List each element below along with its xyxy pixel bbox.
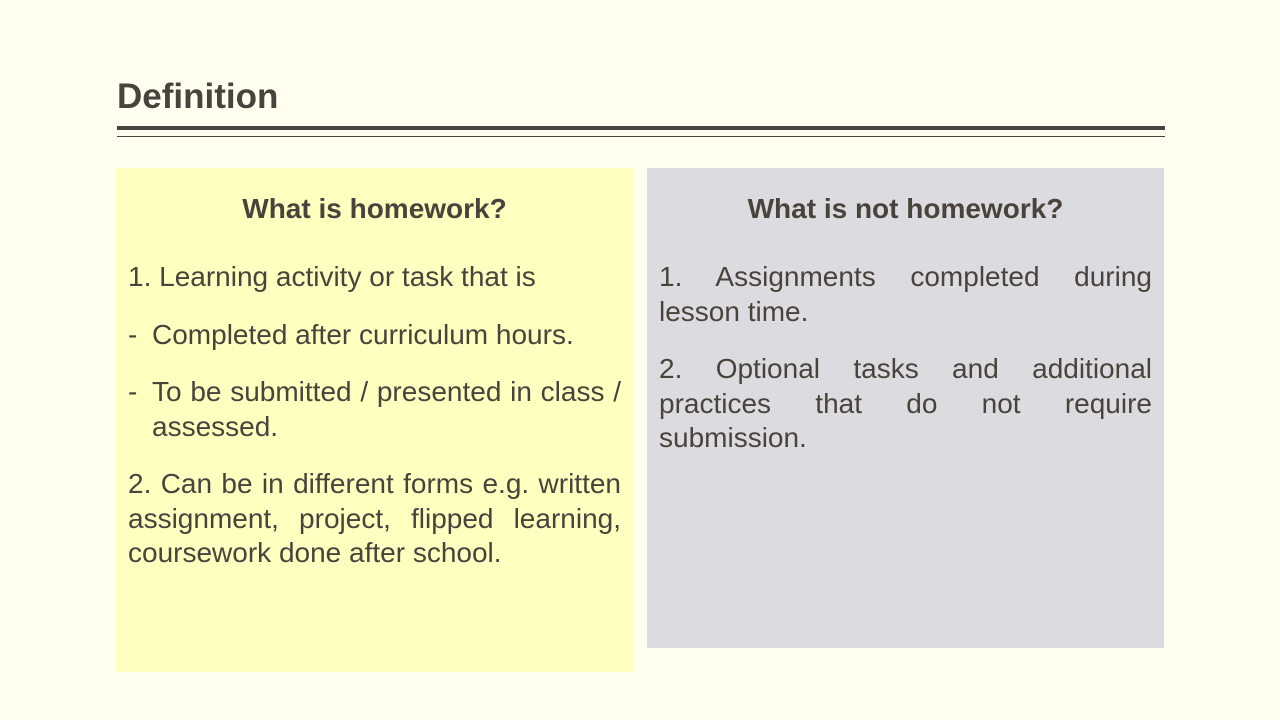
title-divider-thick — [117, 126, 1165, 130]
homework-forms-point: 2. Can be in different forms e.g. written assignment, project, flipped learning, coursework done after school. — [128, 468, 621, 568]
list-item — [128, 318, 621, 353]
title-divider-thin — [117, 136, 1165, 137]
not-homework-panel — [647, 168, 1164, 648]
bullet-dash: - — [128, 376, 138, 407]
not-homework-panel-heading: What is not homework? — [747, 193, 1064, 224]
bullet-text: To be submitted / presented in class / assessed. — [152, 376, 621, 442]
homework-intro: 1. Learning activity or task that is — [128, 261, 536, 292]
bullet-dash: - — [128, 318, 138, 350]
not-homework-item: 1. Assignments completed during lesson time. — [659, 261, 1152, 327]
homework-criteria-list — [128, 318, 621, 445]
homework-definition-panel — [116, 168, 633, 672]
bullet-text: Completed after curriculum hours. — [152, 318, 574, 350]
slide-title: Definition — [117, 77, 279, 116]
not-homework-item: 2. Optional tasks and additional practices that do not require submission. — [659, 353, 1152, 453]
list-item — [128, 375, 621, 444]
homework-panel-heading: What is homework? — [242, 193, 507, 224]
